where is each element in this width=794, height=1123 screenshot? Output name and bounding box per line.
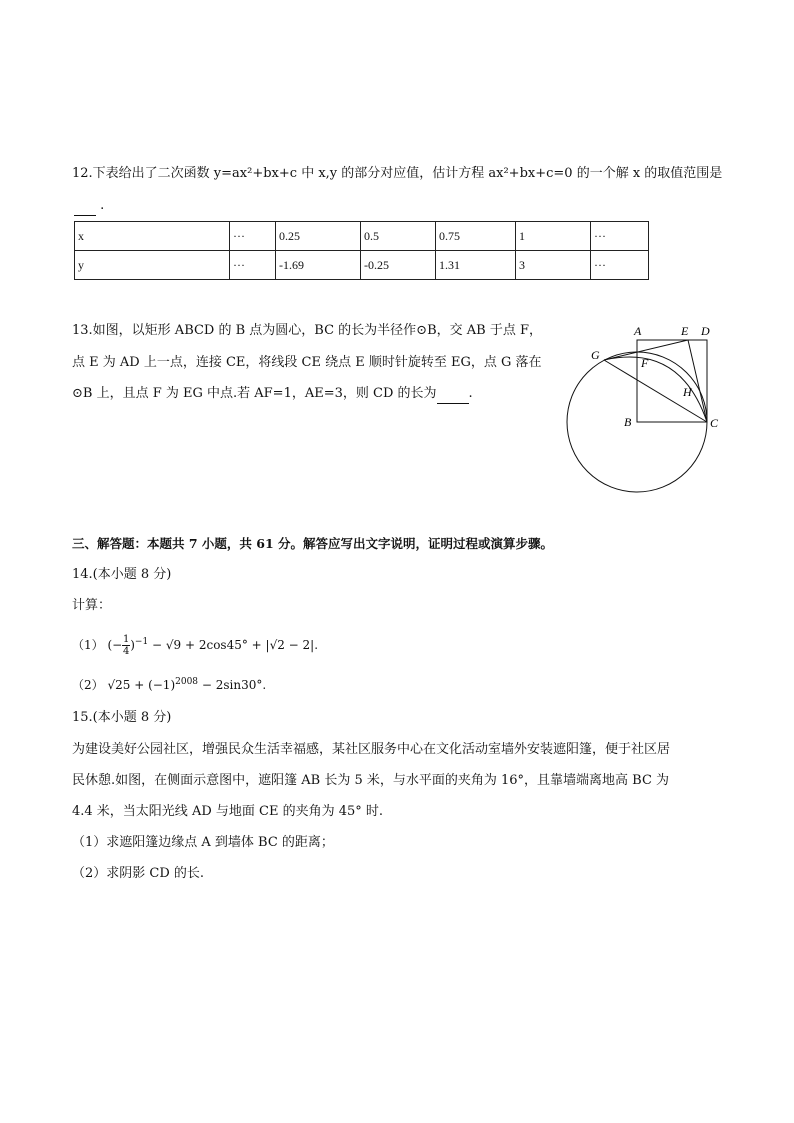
segment-ce [688,340,707,422]
q13-line2: 点 E 为 AD 上一点，连接 CE，将线段 CE 绕点 E 顺时针旋转至 EG，点 G 落在 [72,355,542,370]
answer-blank[interactable] [437,385,469,404]
q15-line3: 4.4 米，当太阳光线 AD 与地面 CE 的夹角为 45° 时. [72,804,384,819]
q15-line1: 为建设美好公园社区，增强民众生活幸福感，某社区服务中心在文化活动室墙外安装遮阳篷，便于社区居 [72,742,671,757]
expr-text: (− [107,638,123,652]
q14-title: 14.(本小题 8 分) [72,567,172,582]
numerator: 1 [123,634,130,645]
label-g: G [591,348,600,362]
table-cell: x [75,222,230,251]
q12-answer-line [74,197,104,216]
q13-line3-tail: . [468,386,473,401]
expr-text: ) [130,638,135,652]
table-cell: ··· [230,222,276,251]
label-a: A [634,324,642,338]
q15-sub1: （1）求遮阳篷边缘点 A 到墙体 BC 的距离； [72,835,334,850]
q12-tail: . [96,198,105,213]
exponent: 2008 [175,677,199,687]
q13-line3-text: ⊙B 上，且点 F 为 EG 中点.若 AF=1，AE=3，则 CD 的长为 [72,386,437,401]
table-cell: y [75,251,230,280]
q14-part1 [72,630,318,657]
label-f: F [641,356,649,370]
section-heading: 三、解答题：本题共 7 小题，共 61 分。解答应写出文字说明，证明过程或演算步骤。 [72,536,554,551]
table-cell: 0.5 [361,222,436,251]
answer-blank[interactable] [74,197,96,216]
denominator: 4 [123,646,130,657]
table-cell: -1.69 [276,251,361,280]
exponent: −1 [134,637,149,647]
q15-sub2: （2）求阴影 CD 的长. [72,866,205,881]
part-label: （1） [72,638,104,652]
label-e: E [681,324,689,338]
label-d: D [701,324,710,338]
expr-text: √25 + (−1) [107,678,176,692]
q12-value-table [74,221,649,280]
q14-part2 [72,673,266,694]
table-cell: 3 [516,251,591,280]
table-cell: ··· [591,251,649,280]
q12-text: 12.下表给出了二次函数 y=ax²+bx+c 中 x,y 的部分对应值，估计方程 ax²+bx+c=0 的一个解 x 的取值范围是 [72,166,723,181]
part-label: （2） [72,678,104,692]
q15-line2: 民休憩.如图，在侧面示意图中，遮阳篷 AB 长为 5 米，与水平面的夹角为 16°，且靠墙端离地高 BC 为 [72,773,670,788]
label-b: B [624,415,632,429]
q14-prompt: 计算： [72,598,112,613]
label-c: C [710,416,719,430]
table-cell: 0.75 [436,222,516,251]
expr-text: − 2sin30°. [198,678,267,692]
q13-line1: 13.如图，以矩形 ABCD 的 B 点为圆心，BC 的长为半径作⊙B，交 AB 于点 F， [72,323,542,338]
table-cell: ··· [591,222,649,251]
table-row [75,222,649,251]
table-cell: 1 [516,222,591,251]
q13-line3 [72,385,473,404]
q13-geometry-figure [560,318,730,498]
table-cell: -0.25 [361,251,436,280]
table-row [75,251,649,280]
table-cell: ··· [230,251,276,280]
table-cell: 1.31 [436,251,516,280]
q15-title: 15.(本小题 8 分) [72,710,172,725]
table-cell: 0.25 [276,222,361,251]
label-h: H [683,385,692,399]
expr-text: − √9 + 2cos45° + |√2 − 2|. [148,638,319,652]
